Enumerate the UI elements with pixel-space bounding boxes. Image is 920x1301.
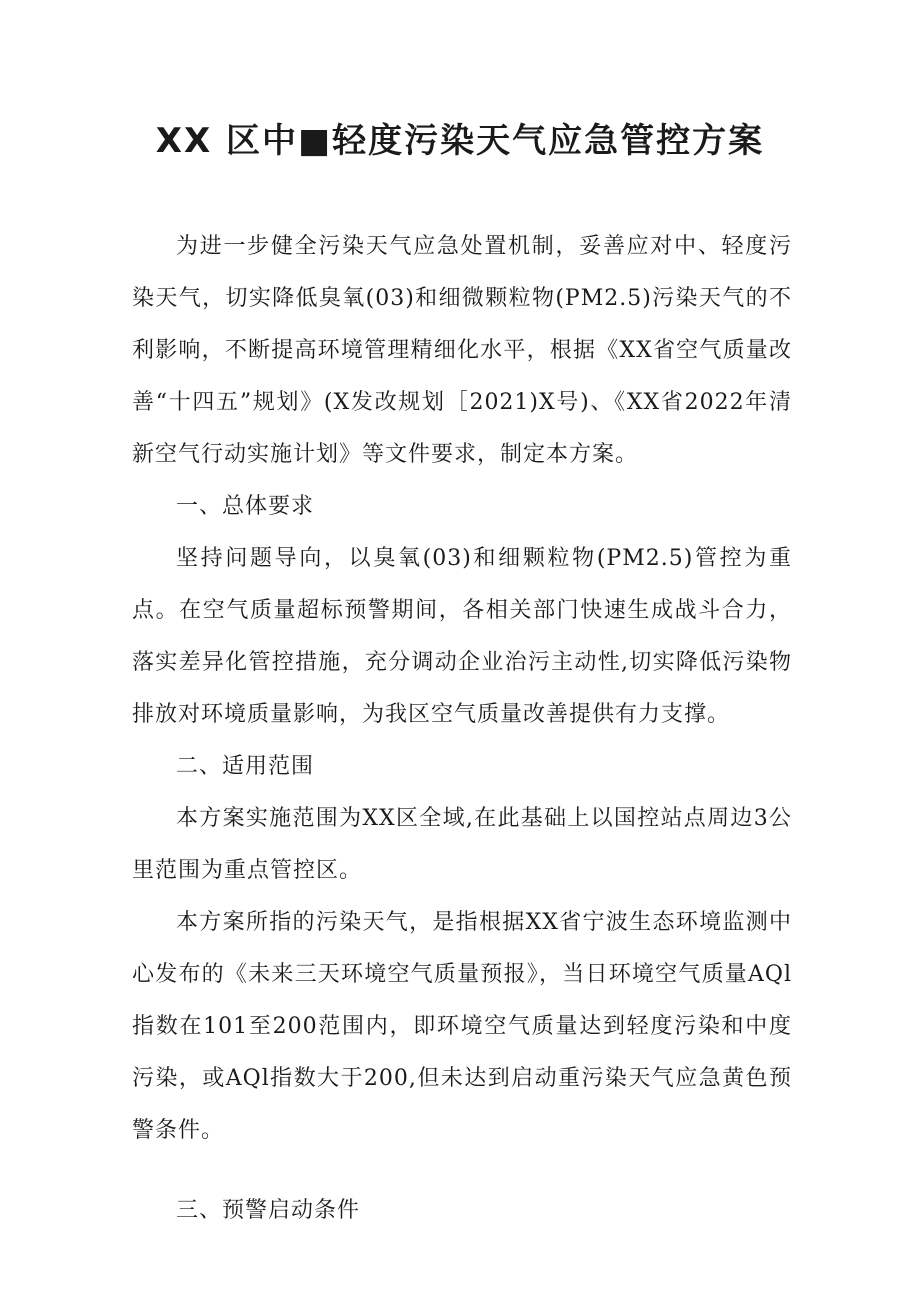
intro-paragraph: 为进一步健全污染天气应急处置机制，妥善应对中、轻度污染天气，切实降低臭氧(03)和细微颗粒物(PM2.5)污染天气的不利影响，不断提高环境管理精细化水平，根据《XX省空气质量改善“十四五”规划》(X发改规划［2021)X号)、《XX省2022年清新空气行动实施计划》等文件要求，制定本方案。	[132, 234, 792, 467]
pollution-definition-paragraph: 本方案所指的污染天气，是指根据XX省宁波生态环境监测中心发布的《未来三天环境空气质量预报》，当日环境空气质量AQl指数在101至200范围内，即环境空气质量达到轻度污染和中度污染，或AQl指数大于200,但未达到启动重污染天气应急黄色预警条件。	[132, 910, 792, 1143]
section-heading-scope: 二、适用范围	[176, 754, 315, 779]
general-requirements-paragraph: 坚持问题导向，以臭氧(03)和细颗粒物(PM2.5)管控为重点。在空气质量超标预警期间，各相关部门快速生成战斗合力，落实差异化管控措施，充分调动企业治污主动性,切实降低污染物排放对环境质量影响，为我区空气质量改善提供有力支撑。	[132, 546, 792, 727]
document-body	[132, 221, 792, 1237]
section-heading-warning-conditions: 三、预警启动条件	[176, 1198, 361, 1223]
document-title: XX 区中■轻度污染天气应急管控方案	[155, 121, 765, 161]
scope-paragraph: 本方案实施范围为XX区全域,在此基础上以国控站点周边3公里范围为重点管控区。	[132, 806, 792, 883]
section-heading-general-requirements: 一、总体要求	[176, 494, 315, 519]
